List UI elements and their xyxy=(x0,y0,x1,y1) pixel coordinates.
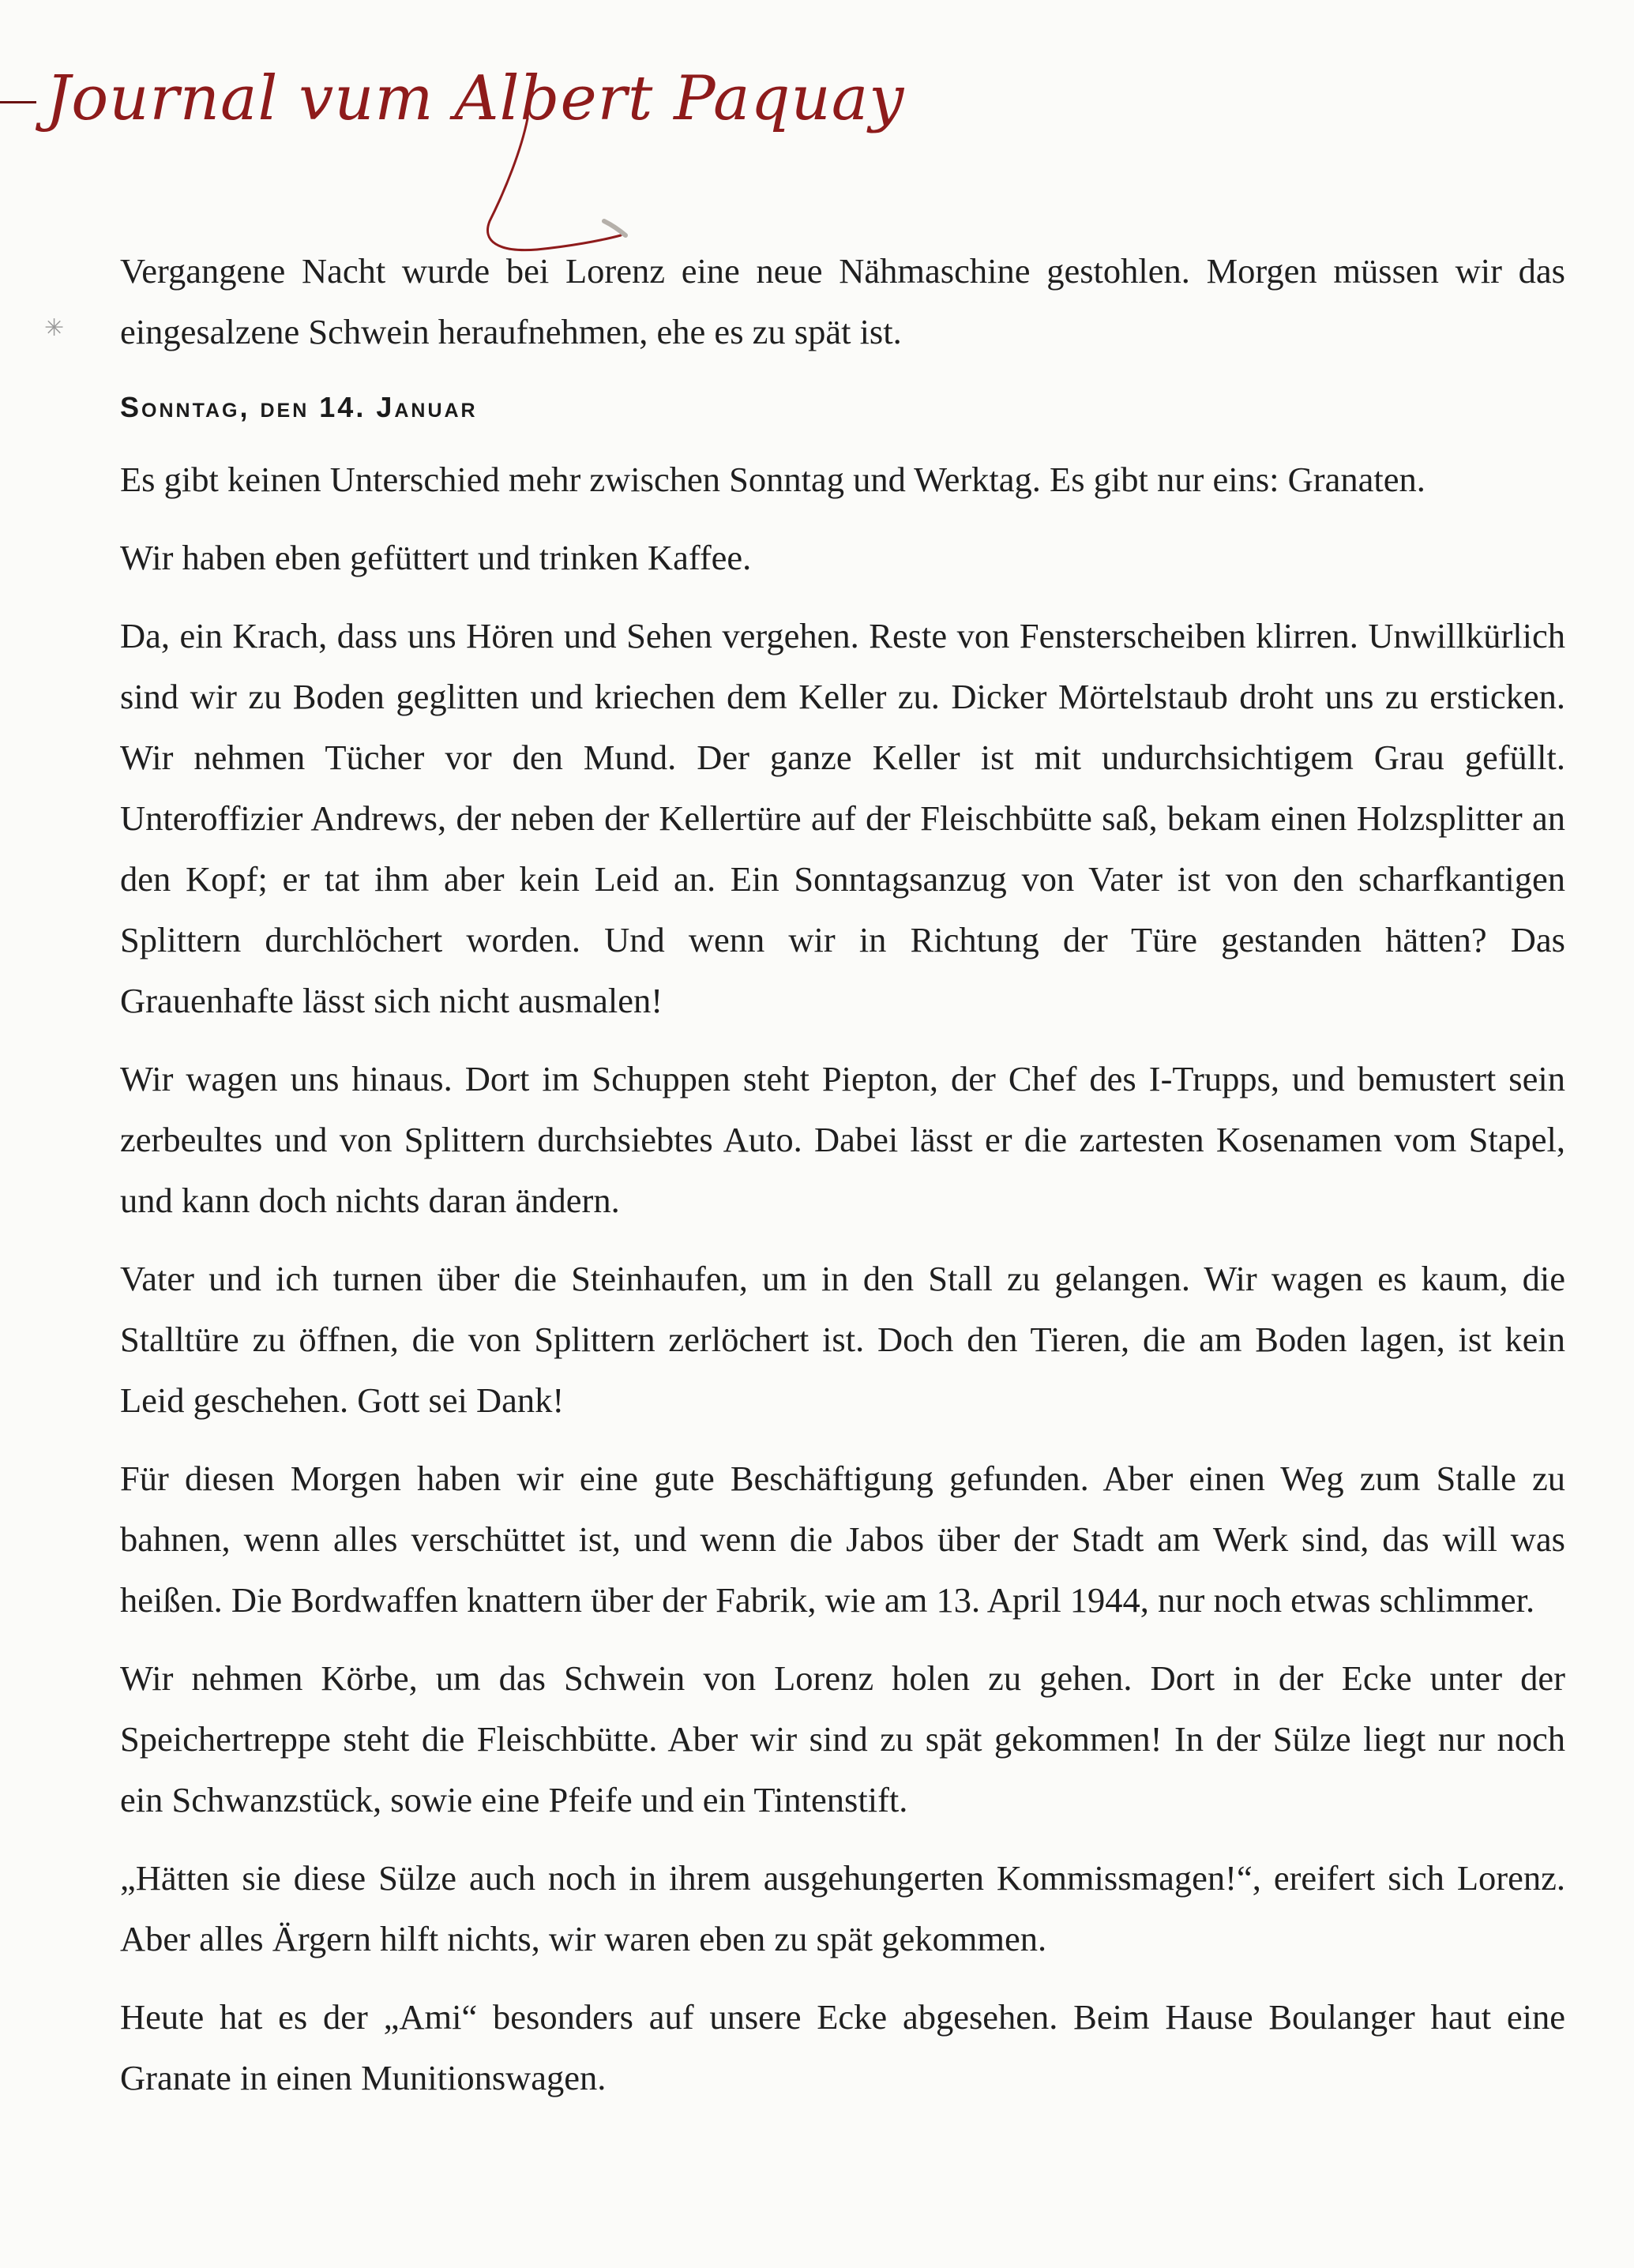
entry-paragraph: Wir wagen uns hinaus. Dort im Schuppen steht Piepton, der Chef des I-Trupps, und bemustert sein zerbeultes und von Splittern durchsiebtes Auto. Dabei lässt er die zartesten Kosenamen vom Stapel, und kann doch nichts daran ändern. xyxy=(120,1059,1565,1220)
entry-paragraph: Heute hat es der „Ami“ besonders auf unsere Ecke abgesehen. Beim Hause Boulanger haut eine Granate in einen Munitionswagen. xyxy=(120,1997,1565,2097)
page-header xyxy=(0,39,905,221)
day-heading: Sonntag, den 14. Januar xyxy=(120,391,478,423)
flourish-ornament-icon xyxy=(442,103,632,261)
journal-title: Journal vum Albert Paquay xyxy=(46,63,905,134)
entry-paragraph: Es gibt keinen Unterschied mehr zwischen Sonntag und Werktag. Es gibt nur eins: Granaten. xyxy=(120,460,1426,499)
entry-paragraph: „Hätten sie diese Sülze auch noch in ihrem ausgehungerten Kommissmagen!“, ereifert sich Lorenz. Aber alles Ärgern hilft nichts, wir waren eben zu spät gekommen. xyxy=(120,1858,1565,1958)
entry-paragraph: Wir nehmen Körbe, um das Schwein von Lorenz holen zu gehen. Dort in der Ecke unter der Speichertreppe steht die Fleischbütte. Aber wir sind zu spät gekommen! In der Sülze liegt nur noch ein Schwanzstück, sowie eine Pfeife und ein Tintenstift. xyxy=(120,1658,1565,1819)
entry-paragraph: Vater und ich turnen über die Steinhaufen, um in den Stall zu gelangen. Wir wagen es kaum, die Stalltüre zu öffnen, die von Splittern zerlöchert ist. Doch den Tieren, die am Boden lagen, ist kein Leid geschehen. Gott sei Dank! xyxy=(120,1259,1565,1420)
intro-paragraph: Vergangene Nacht wurde bei Lorenz eine neue Nähmaschine gestohlen. Morgen müssen wir das eingesalzene Schwein heraufnehmen, ehe es zu spät ist. xyxy=(120,251,1565,351)
header-rule xyxy=(0,101,36,103)
margin-mark-icon: ✳ xyxy=(44,315,65,341)
entry-paragraph: Für diesen Morgen haben wir eine gute Beschäftigung gefunden. Aber einen Weg zum Stalle zu bahnen, wenn alles verschüttet ist, und wenn die Jabos über der Stadt am Werk sind, das will was heißen. Die Bordwaffen knattern über der Fabrik, wie am 13. April 1944, nur noch etwas schlimmer. xyxy=(120,1459,1565,1620)
journal-entry xyxy=(120,241,1565,2126)
entry-paragraph: Wir haben eben gefüttert und trinken Kaffee. xyxy=(120,538,752,577)
entry-paragraph: Da, ein Krach, dass uns Hören und Sehen vergehen. Reste von Fensterscheiben klirren. Unwillkürlich sind wir zu Boden geglitten und kriechen dem Keller zu. Dicker Mörtelstaub droht uns zu ersticken. Wir nehmen Tücher vor den Mund. Der ganze Keller ist mit undurchsichtigem Grau gefüllt. Unteroffizier Andrews, der neben der Kellertüre auf der Fleischbütte saß, bekam einen Holzsplitter an den Kopf; er tat ihm aber kein Leid an. Ein Sonntagsanzug von Vater ist von den scharfkantigen Splittern durchlöchert worden. Und wenn wir in Richtung der Türe gestanden hätten? Das Grauenhafte lässt sich nicht ausmalen! xyxy=(120,616,1565,1020)
